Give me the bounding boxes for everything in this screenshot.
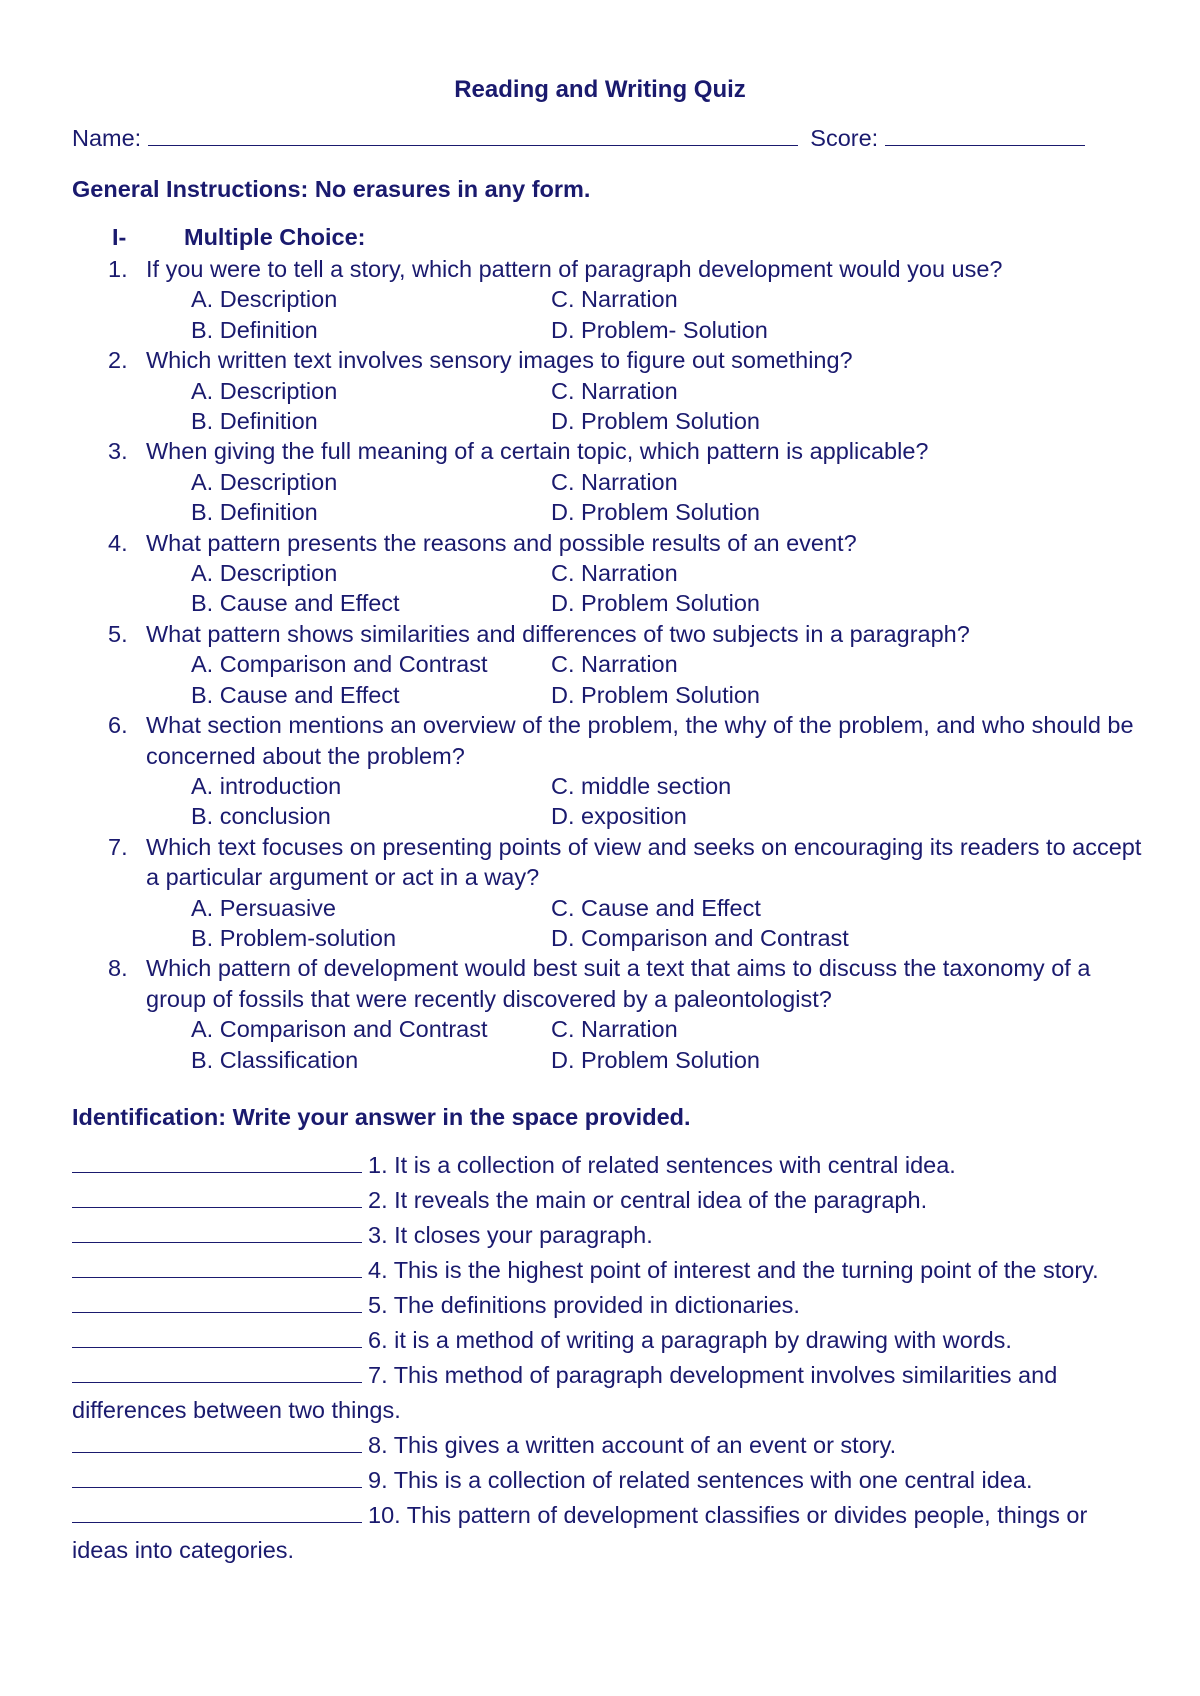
question-item bbox=[108, 528, 1148, 619]
answer-options bbox=[191, 649, 1148, 710]
answer-blank[interactable] bbox=[72, 1467, 362, 1488]
answer-blank[interactable] bbox=[72, 1187, 362, 1208]
identification-text: 1. It is a collection of related sentences with central idea. bbox=[368, 1152, 956, 1178]
answer-option[interactable]: A. Description bbox=[191, 560, 338, 587]
identification-item bbox=[72, 1463, 1132, 1498]
answer-option[interactable]: B. Definition bbox=[191, 408, 318, 435]
answer-option[interactable]: C. Narration bbox=[551, 560, 678, 587]
answer-option[interactable]: D. Problem Solution bbox=[551, 499, 760, 526]
answer-blank[interactable] bbox=[72, 1257, 362, 1278]
section-number: I- bbox=[112, 224, 127, 250]
answer-options bbox=[191, 467, 1148, 528]
question-number: 6. bbox=[108, 712, 128, 739]
question-item bbox=[108, 953, 1148, 1075]
answer-option[interactable]: B. Definition bbox=[191, 316, 318, 343]
question-number: 5. bbox=[108, 620, 128, 647]
question-number: 7. bbox=[108, 833, 128, 860]
question-number: 1. bbox=[108, 256, 128, 282]
question-text: Which pattern of development would best suit a text that aims to discuss the taxonomy of a group of fossils that were recently discovered by a paleontologist? bbox=[146, 955, 1091, 1012]
section-title: Multiple Choice: bbox=[184, 224, 366, 250]
answer-blank[interactable] bbox=[72, 1222, 362, 1243]
identification-item bbox=[72, 1253, 1132, 1288]
question-text: When giving the full meaning of a certain topic, which pattern is applicable? bbox=[146, 438, 929, 465]
identification-text: 3. It closes your paragraph. bbox=[368, 1222, 653, 1248]
question-number: 8. bbox=[108, 955, 128, 982]
answer-option[interactable]: C. Narration bbox=[551, 286, 678, 313]
question-item bbox=[108, 254, 1148, 345]
question-text: What pattern shows similarities and differences of two subjects in a paragraph? bbox=[146, 620, 970, 647]
answer-option[interactable]: A. introduction bbox=[191, 772, 342, 799]
answer-options bbox=[191, 771, 1148, 832]
answer-option[interactable]: A. Comparison and Contrast bbox=[191, 1016, 488, 1043]
answer-option[interactable]: C. Cause and Effect bbox=[551, 894, 761, 921]
identification-text: 9. This is a collection of related sentences with one central idea. bbox=[368, 1467, 1033, 1493]
answer-options bbox=[191, 284, 1148, 345]
answer-blank[interactable] bbox=[72, 1502, 362, 1523]
multiple-choice-list bbox=[108, 254, 1148, 1075]
section-heading bbox=[112, 224, 365, 251]
answer-option[interactable]: B. conclusion bbox=[191, 803, 331, 830]
answer-option[interactable]: D. Problem Solution bbox=[551, 590, 760, 617]
answer-option[interactable]: C. Narration bbox=[551, 1016, 678, 1043]
identification-item bbox=[72, 1323, 1132, 1358]
answer-options bbox=[191, 1014, 1148, 1075]
name-label: Name: bbox=[72, 125, 142, 151]
question-item bbox=[108, 436, 1148, 527]
score-blank[interactable] bbox=[885, 127, 1085, 146]
page-title: Reading and Writing Quiz bbox=[454, 76, 746, 103]
identification-text: 7. This method of paragraph development involves similarities and differences between two things. bbox=[72, 1362, 1058, 1423]
identification-text: 8. This gives a written account of an event or story. bbox=[368, 1432, 897, 1458]
answer-option[interactable]: D. Problem Solution bbox=[551, 1046, 760, 1073]
identification-text: 4. This is the highest point of interest and the turning point of the story. bbox=[368, 1257, 1099, 1283]
answer-option[interactable]: C. Narration bbox=[551, 377, 678, 404]
answer-blank[interactable] bbox=[72, 1327, 362, 1348]
answer-blank[interactable] bbox=[72, 1362, 362, 1383]
answer-option[interactable]: B. Definition bbox=[191, 499, 318, 526]
question-text: Which text focuses on presenting points of view and seeks on encouraging its readers to accept a particular argument or act in a way? bbox=[146, 833, 1142, 891]
name-blank[interactable] bbox=[148, 127, 798, 146]
answer-option[interactable]: C. middle section bbox=[551, 772, 732, 799]
question-text: What pattern presents the reasons and possible results of an event? bbox=[146, 529, 857, 556]
identification-item bbox=[72, 1498, 1132, 1568]
identification-item bbox=[72, 1183, 1132, 1218]
question-text: What section mentions an overview of the problem, the why of the problem, and who should be concerned about the problem? bbox=[146, 712, 1134, 769]
identification-item bbox=[72, 1288, 1132, 1323]
answer-option[interactable]: B. Classification bbox=[191, 1046, 359, 1073]
answer-blank[interactable] bbox=[72, 1432, 362, 1453]
answer-option[interactable]: B. Cause and Effect bbox=[191, 681, 400, 708]
answer-option[interactable]: D. Problem Solution bbox=[551, 681, 760, 708]
name-score-line bbox=[72, 125, 1122, 152]
question-number: 2. bbox=[108, 347, 128, 374]
answer-options bbox=[191, 558, 1148, 619]
identification-text: 6. it is a method of writing a paragraph by drawing with words. bbox=[368, 1327, 1012, 1353]
identification-list bbox=[72, 1148, 1132, 1568]
identification-item bbox=[72, 1358, 1132, 1428]
answer-options bbox=[191, 893, 1148, 954]
question-item bbox=[108, 345, 1148, 436]
identification-text: 2. It reveals the main or central idea of the paragraph. bbox=[368, 1187, 928, 1213]
answer-option[interactable]: A. Persuasive bbox=[191, 894, 336, 921]
answer-option[interactable]: A. Description bbox=[191, 377, 338, 404]
score-label: Score: bbox=[810, 125, 879, 151]
answer-option[interactable]: B. Problem-solution bbox=[191, 924, 397, 951]
answer-option[interactable]: D. Problem Solution bbox=[551, 408, 760, 435]
answer-blank[interactable] bbox=[72, 1152, 362, 1173]
answer-option[interactable]: D. Comparison and Contrast bbox=[551, 924, 849, 951]
question-text: Which written text involves sensory images to figure out something? bbox=[146, 347, 853, 374]
question-item bbox=[108, 832, 1148, 954]
identification-text: 5. The definitions provided in dictionaries. bbox=[368, 1292, 800, 1318]
answer-option[interactable]: A. Description bbox=[191, 286, 338, 313]
identification-item bbox=[72, 1148, 1132, 1183]
answer-option[interactable]: D. exposition bbox=[551, 803, 687, 830]
identification-heading: Identification: Write your answer in the space provided. bbox=[72, 1104, 691, 1130]
answer-option[interactable]: C. Narration bbox=[551, 651, 678, 678]
identification-item bbox=[72, 1218, 1132, 1253]
answer-option[interactable]: A. Comparison and Contrast bbox=[191, 651, 488, 678]
question-item bbox=[108, 710, 1148, 832]
answer-options bbox=[191, 376, 1148, 437]
answer-option[interactable]: B. Cause and Effect bbox=[191, 590, 400, 617]
question-number: 4. bbox=[108, 529, 128, 556]
answer-option[interactable]: D. Problem- Solution bbox=[551, 316, 768, 343]
identification-item bbox=[72, 1428, 1132, 1463]
general-instructions: General Instructions: No erasures in any form. bbox=[72, 176, 591, 202]
identification-text: 10. This pattern of development classifies or divides people, things or ideas into categories. bbox=[72, 1502, 1088, 1563]
answer-option[interactable]: C. Narration bbox=[551, 468, 678, 495]
question-item bbox=[108, 619, 1148, 710]
question-text: If you were to tell a story, which pattern of paragraph development would you use? bbox=[146, 256, 1003, 282]
answer-option[interactable]: A. Description bbox=[191, 468, 338, 495]
question-number: 3. bbox=[108, 438, 128, 465]
answer-blank[interactable] bbox=[72, 1292, 362, 1313]
